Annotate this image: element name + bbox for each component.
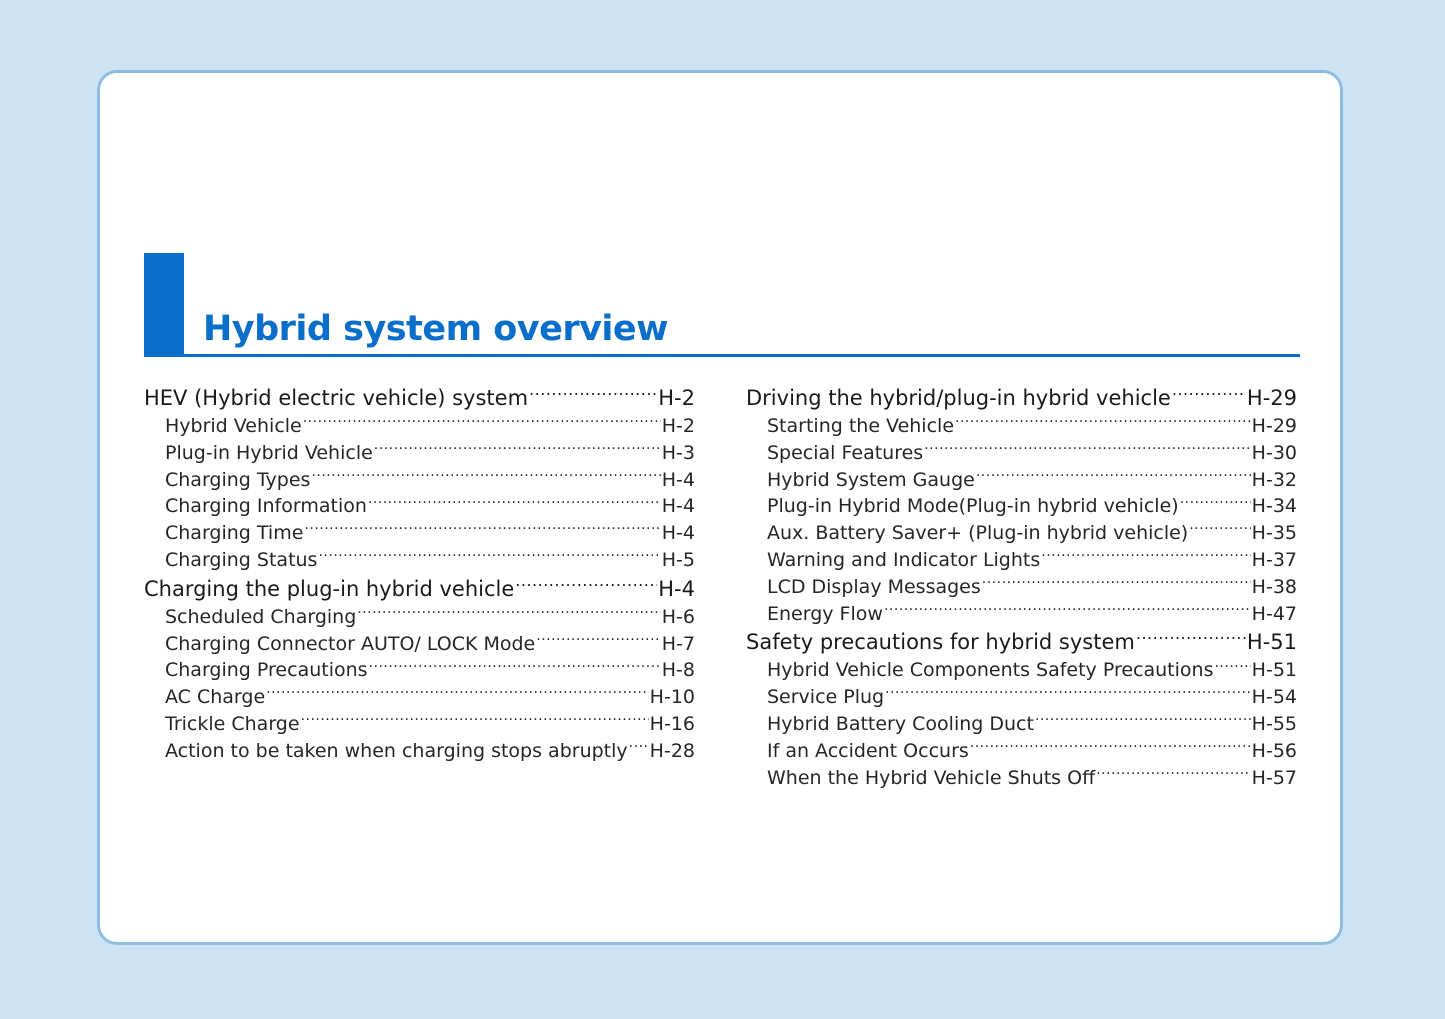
toc-entry-label: If an Accident Occurs: [767, 739, 969, 762]
toc-entry[interactable]: [144, 467, 695, 494]
toc-entry-page: H-30: [1251, 441, 1297, 464]
toc-dot-leader: [1180, 493, 1251, 512]
toc-entry[interactable]: [746, 765, 1297, 792]
toc-entry-page: H-10: [649, 686, 695, 709]
toc-dot-leader: [1041, 547, 1250, 566]
toc-entry-label: Safety precautions for hybrid system: [746, 630, 1135, 655]
toc-dot-leader: [311, 467, 660, 486]
toc-entry-page: H-51: [1251, 659, 1297, 682]
toc-entry-label: Aux. Battery Saver+ (Plug-in hybrid vehicle): [767, 522, 1189, 545]
toc-entry-page: H-8: [661, 659, 695, 682]
toc-dot-leader: [301, 711, 649, 730]
toc-entry-label: LCD Display Messages: [767, 575, 981, 598]
toc-entry-page: H-35: [1251, 522, 1297, 545]
toc-entry-page: H-4: [658, 576, 695, 601]
toc-entry-label: Driving the hybrid/plug-in hybrid vehicle: [746, 386, 1171, 410]
toc-right-column: [746, 383, 1297, 791]
toc-entry-label: Charging Time: [165, 522, 304, 545]
toc-entry[interactable]: [746, 738, 1297, 765]
toc-entry-label: Scheduled Charging: [165, 605, 357, 628]
toc-section-entry[interactable]: [144, 574, 695, 604]
toc-entry-page: H-28: [649, 739, 695, 762]
page-title: Hybrid system overview: [203, 309, 669, 349]
toc-entry-page: H-51: [1246, 630, 1297, 655]
toc-dot-leader: [368, 493, 661, 512]
toc-entry-label: Hybrid Vehicle: [165, 415, 302, 437]
toc-dot-leader: [374, 440, 661, 459]
toc-dot-leader: [970, 738, 1251, 757]
toc-entry-label: Plug-in Hybrid Vehicle: [165, 441, 373, 464]
toc-entry-label: AC Charge: [165, 686, 266, 709]
toc-entry-page: H-37: [1251, 548, 1297, 571]
toc-entry-label: Charging Information: [165, 495, 367, 518]
toc-dot-leader: [303, 413, 661, 432]
toc-entry-label: Hybrid Vehicle Components Safety Precautions: [767, 659, 1214, 682]
title-accent-bar: [144, 253, 184, 357]
toc-entry[interactable]: [746, 440, 1297, 467]
toc-entry[interactable]: [746, 467, 1297, 494]
toc-entry-label: Service Plug: [767, 686, 885, 709]
toc-dot-leader: [529, 384, 657, 405]
toc-dot-leader: [536, 631, 661, 650]
toc-entry-label: Charging Connector AUTO/ LOCK Mode: [165, 632, 536, 655]
toc-entry[interactable]: [746, 547, 1297, 574]
toc-entry[interactable]: [144, 684, 695, 711]
toc-entry-label: When the Hybrid Vehicle Shuts Off: [767, 766, 1096, 789]
toc-entry-label: Hybrid Battery Cooling Duct: [767, 712, 1034, 735]
toc-dot-leader: [629, 738, 649, 757]
toc-entry-page: H-54: [1251, 686, 1297, 709]
toc-entry-page: H-4: [661, 495, 695, 518]
toc-entry-label: HEV (Hybrid electric vehicle) system: [144, 386, 529, 410]
toc-entry-page: H-47: [1251, 602, 1297, 625]
toc-dot-leader: [1035, 711, 1251, 730]
toc-entry-label: Action to be taken when charging stops abruptly: [165, 739, 628, 762]
toc-entry-label: Charging Status: [165, 548, 318, 571]
toc-entry-label: Plug-in Hybrid Mode(Plug-in hybrid vehicle): [767, 495, 1179, 518]
toc-entry-page: H-57: [1251, 766, 1297, 789]
toc-dot-leader: [1172, 384, 1246, 405]
toc-entry-label: Energy Flow: [767, 602, 883, 625]
toc-dot-leader: [885, 684, 1251, 703]
toc-dot-leader: [266, 684, 649, 703]
toc-entry-page: H-32: [1251, 468, 1297, 491]
title-underline: [144, 354, 1300, 357]
toc-entry[interactable]: [144, 657, 695, 684]
toc-section-entry[interactable]: [746, 383, 1297, 413]
toc-entry-page: H-55: [1251, 712, 1297, 735]
toc-entry-page: H-2: [661, 415, 695, 437]
toc-entry[interactable]: [144, 547, 695, 574]
toc-entry[interactable]: [144, 711, 695, 738]
toc-dot-leader: [884, 601, 1251, 620]
toc-dot-leader: [1214, 657, 1250, 676]
toc-dot-leader: [369, 657, 661, 676]
toc-entry[interactable]: [144, 493, 695, 520]
toc-dot-leader: [357, 604, 660, 623]
toc-entry[interactable]: [746, 657, 1297, 684]
toc-entry-label: Starting the Vehicle: [767, 415, 955, 437]
toc-entry-page: H-16: [649, 712, 695, 735]
toc-entry[interactable]: [746, 520, 1297, 547]
toc-entry[interactable]: [144, 413, 695, 440]
toc-entry[interactable]: [144, 604, 695, 631]
toc-entry[interactable]: [144, 440, 695, 467]
toc-entry[interactable]: [144, 631, 695, 658]
toc-dot-leader: [304, 520, 660, 539]
toc-dot-leader: [318, 547, 660, 566]
toc-entry-page: H-56: [1251, 739, 1297, 762]
toc-entry[interactable]: [746, 493, 1297, 520]
toc-entry-page: H-29: [1251, 415, 1297, 437]
toc-entry-label: Charging the plug-in hybrid vehicle: [144, 576, 515, 601]
toc-entry[interactable]: [144, 520, 695, 547]
toc-dot-leader: [924, 440, 1250, 459]
toc-entry[interactable]: [144, 738, 695, 765]
toc-entry-page: H-38: [1251, 575, 1297, 598]
toc-dot-leader: [515, 575, 657, 596]
toc-entry-page: H-4: [661, 468, 695, 491]
toc-entry-page: H-5: [661, 548, 695, 571]
toc-dot-leader: [1136, 628, 1246, 649]
toc-section-entry[interactable]: [144, 383, 695, 413]
toc-entry-page: H-6: [661, 605, 695, 628]
toc-entry-label: Hybrid System Gauge: [767, 468, 975, 491]
toc-dot-leader: [1189, 520, 1250, 539]
toc-entry[interactable]: [746, 601, 1297, 628]
toc-dot-leader: [976, 467, 1251, 486]
toc-entry-label: Special Features: [767, 441, 924, 464]
toc-entry-page: H-7: [661, 632, 695, 655]
toc-entry-page: H-4: [661, 522, 695, 545]
toc-entry[interactable]: [746, 711, 1297, 738]
toc-dot-leader: [955, 413, 1251, 432]
toc-entry-page: H-29: [1246, 386, 1297, 410]
toc-left-column: [144, 383, 695, 765]
toc-entry-label: Warning and Indicator Lights: [767, 548, 1041, 571]
toc-entry-page: H-3: [661, 441, 695, 464]
toc-entry[interactable]: [746, 684, 1297, 711]
toc-dot-leader: [982, 574, 1251, 593]
toc-section-entry[interactable]: [746, 627, 1297, 657]
toc-entry-label: Trickle Charge: [165, 712, 300, 735]
toc-entry-label: Charging Precautions: [165, 659, 368, 682]
toc-entry-page: H-2: [658, 386, 695, 410]
toc-entry[interactable]: [746, 574, 1297, 601]
toc-dot-leader: [1096, 765, 1251, 784]
toc-entry[interactable]: [746, 413, 1297, 440]
toc-entry-label: Charging Types: [165, 468, 311, 491]
toc-entry-page: H-34: [1251, 495, 1297, 518]
